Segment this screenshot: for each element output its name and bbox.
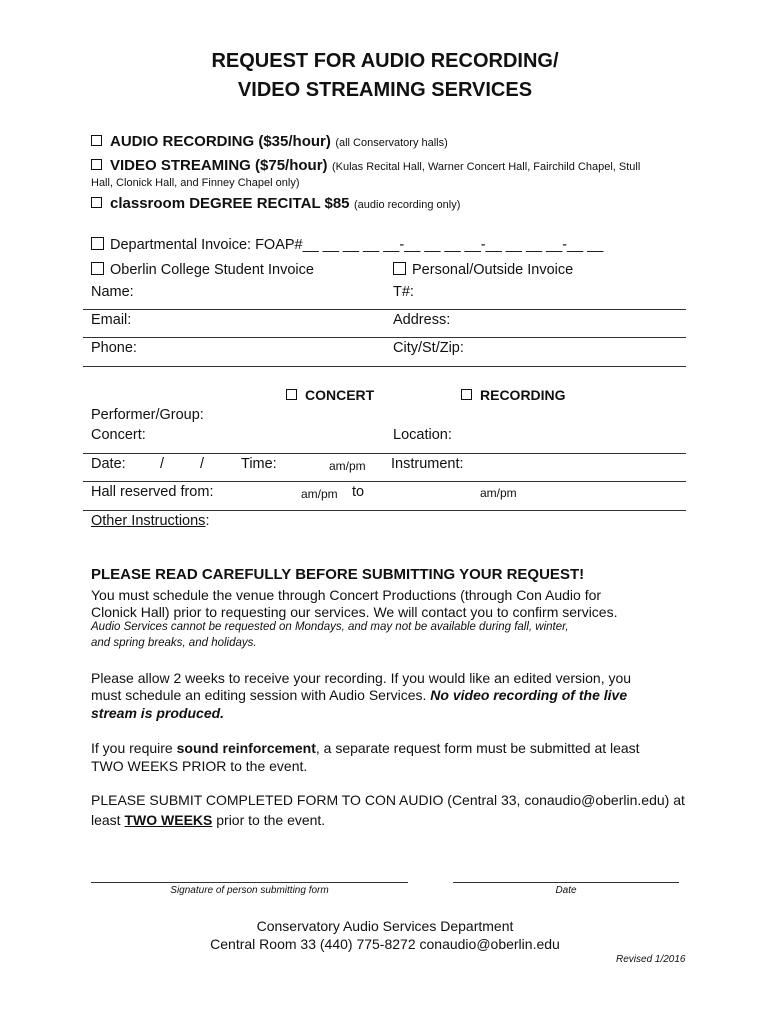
recital-label: classroom DEGREE RECITAL $85 [110, 195, 350, 212]
t-number-label: T#: [393, 284, 414, 300]
address-label: Address: [393, 312, 451, 328]
student-label: Oberlin College Student Invoice [110, 262, 314, 278]
hall-from-ampm: am/pm [301, 487, 338, 501]
date-line[interactable] [453, 882, 679, 883]
notice-p1-line2: Clonick Hall) prior to requesting our services. We will contact you to confirm services. [91, 604, 618, 620]
notice-p3-pre: If you require [91, 740, 177, 756]
checkbox-icon[interactable] [91, 262, 104, 275]
personal-invoice[interactable] [393, 262, 573, 278]
concert-field-line[interactable] [83, 453, 686, 454]
checkbox-icon[interactable] [286, 389, 297, 400]
notice-p3-bold: sound reinforcement [176, 740, 316, 756]
location-label: Location: [393, 427, 452, 443]
notice-p3-post: , a separate request form must be submitted at least [315, 740, 640, 756]
email-label: Email: [91, 312, 132, 328]
notice-p3-line2: TWO WEEKS PRIOR to the event. [91, 758, 308, 774]
notice-heading: PLEASE READ CAREFULLY BEFORE SUBMITTING YOUR REQUEST! [91, 566, 585, 583]
concert-option-label: CONCERT [305, 387, 375, 403]
hall-to-ampm: am/pm [480, 486, 517, 500]
notice-p1-italic-1: Audio Services cannot be requested on Mondays, and may not be available during fall, winter, [91, 621, 569, 633]
audio-label: AUDIO RECORDING ($35/hour) [110, 133, 331, 150]
footer-department: Conservatory Audio Services Department [256, 918, 514, 934]
notice-p4-post: prior to the event. [212, 812, 326, 828]
notice-p2-line2-text: must schedule an editing session with Audio Services. [91, 687, 431, 703]
other-instructions-label [91, 513, 209, 529]
phone-label: Phone: [91, 340, 137, 356]
notice-p2-line3 [91, 704, 224, 722]
departmental-invoice[interactable] [91, 237, 603, 253]
time-ampm: am/pm [329, 459, 366, 473]
other-instructions-text: Other Instructions [91, 513, 206, 529]
instrument-label: Instrument: [391, 456, 464, 472]
other-instructions-colon: : [205, 513, 210, 529]
date-slash-1: / [160, 456, 165, 472]
checkbox-icon[interactable] [91, 135, 102, 146]
option-video-streaming[interactable] [91, 157, 640, 175]
checkbox-icon[interactable] [91, 197, 102, 208]
notice-p1-italic-2: and spring breaks, and holidays. [91, 637, 257, 649]
notice-p2-line2 [91, 686, 627, 704]
notice-p4-pre: least [91, 812, 125, 828]
name-label: Name: [91, 284, 134, 300]
title-line-2: VIDEO STREAMING SERVICES [237, 79, 533, 101]
notice-p1-line1: You must schedule the venue through Concert Productions (through Con Audio for [91, 587, 602, 603]
hall-to-label: to [352, 484, 365, 500]
option-audio-recording[interactable] [91, 133, 448, 151]
date-slash-2: / [200, 456, 205, 472]
video-note: (Kulas Recital Hall, Warner Concert Hall, Fairchild Chapel, Stull [331, 161, 641, 173]
concert-label: Concert: [91, 427, 146, 443]
recording-option-label: RECORDING [480, 387, 566, 403]
city-label: City/St/Zip: [393, 340, 464, 356]
student-invoice[interactable] [91, 262, 314, 278]
notice-p4-line2 [91, 811, 325, 829]
email-field-line[interactable] [83, 337, 686, 338]
time-label: Time: [241, 456, 277, 472]
recital-note: (audio recording only) [353, 199, 461, 211]
checkbox-icon[interactable] [91, 159, 102, 170]
option-concert[interactable] [286, 387, 374, 405]
date-field-line[interactable] [83, 481, 686, 482]
notice-p2-line1: Please allow 2 weeks to receive your recording. If you would like an edited version, you [91, 670, 632, 686]
phone-field-line[interactable] [83, 366, 686, 367]
option-recording[interactable] [461, 387, 566, 405]
notice-p2-emphasis: No video recording of the live [430, 687, 628, 703]
notice-p4-line1: PLEASE SUBMIT COMPLETED FORM TO CON AUDIO (Central 33, conaudio@oberlin.edu) at [91, 792, 685, 808]
date-signature-label: Date [555, 885, 577, 896]
notice-p4-bold: TWO WEEKS [124, 812, 213, 828]
video-note-cont: Hall, Clonick Hall, and Finney Chapel only) [91, 177, 300, 189]
signature-label: Signature of person submitting form [170, 885, 329, 896]
date-label: Date: [91, 456, 126, 472]
notice-p2-emphasis-cont: stream is produced. [91, 705, 225, 721]
notice-p3-line1 [91, 739, 640, 757]
revised-date: Revised 1/2016 [616, 954, 686, 965]
footer-contact: Central Room 33 (440) 775-8272 conaudio@oberlin.edu [210, 936, 560, 952]
title-line-1: REQUEST FOR AUDIO RECORDING/ [211, 50, 559, 72]
hall-field-line[interactable] [83, 510, 686, 511]
name-field-line[interactable] [83, 309, 686, 310]
audio-note: (all Conservatory halls) [335, 137, 448, 149]
video-label: VIDEO STREAMING ($75/hour) [110, 157, 328, 174]
personal-label: Personal/Outside Invoice [412, 262, 574, 278]
option-degree-recital[interactable] [91, 195, 460, 213]
checkbox-icon[interactable] [91, 237, 104, 250]
departmental-label: Departmental Invoice: FOAP#__ __ __ __ __-__ __ __ __-__ __ __ __-__ __ [110, 237, 604, 253]
hall-reserved-label: Hall reserved from: [91, 484, 214, 500]
checkbox-icon[interactable] [461, 389, 472, 400]
performer-label: Performer/Group: [91, 407, 204, 423]
checkbox-icon[interactable] [393, 262, 406, 275]
signature-line[interactable] [91, 882, 408, 883]
